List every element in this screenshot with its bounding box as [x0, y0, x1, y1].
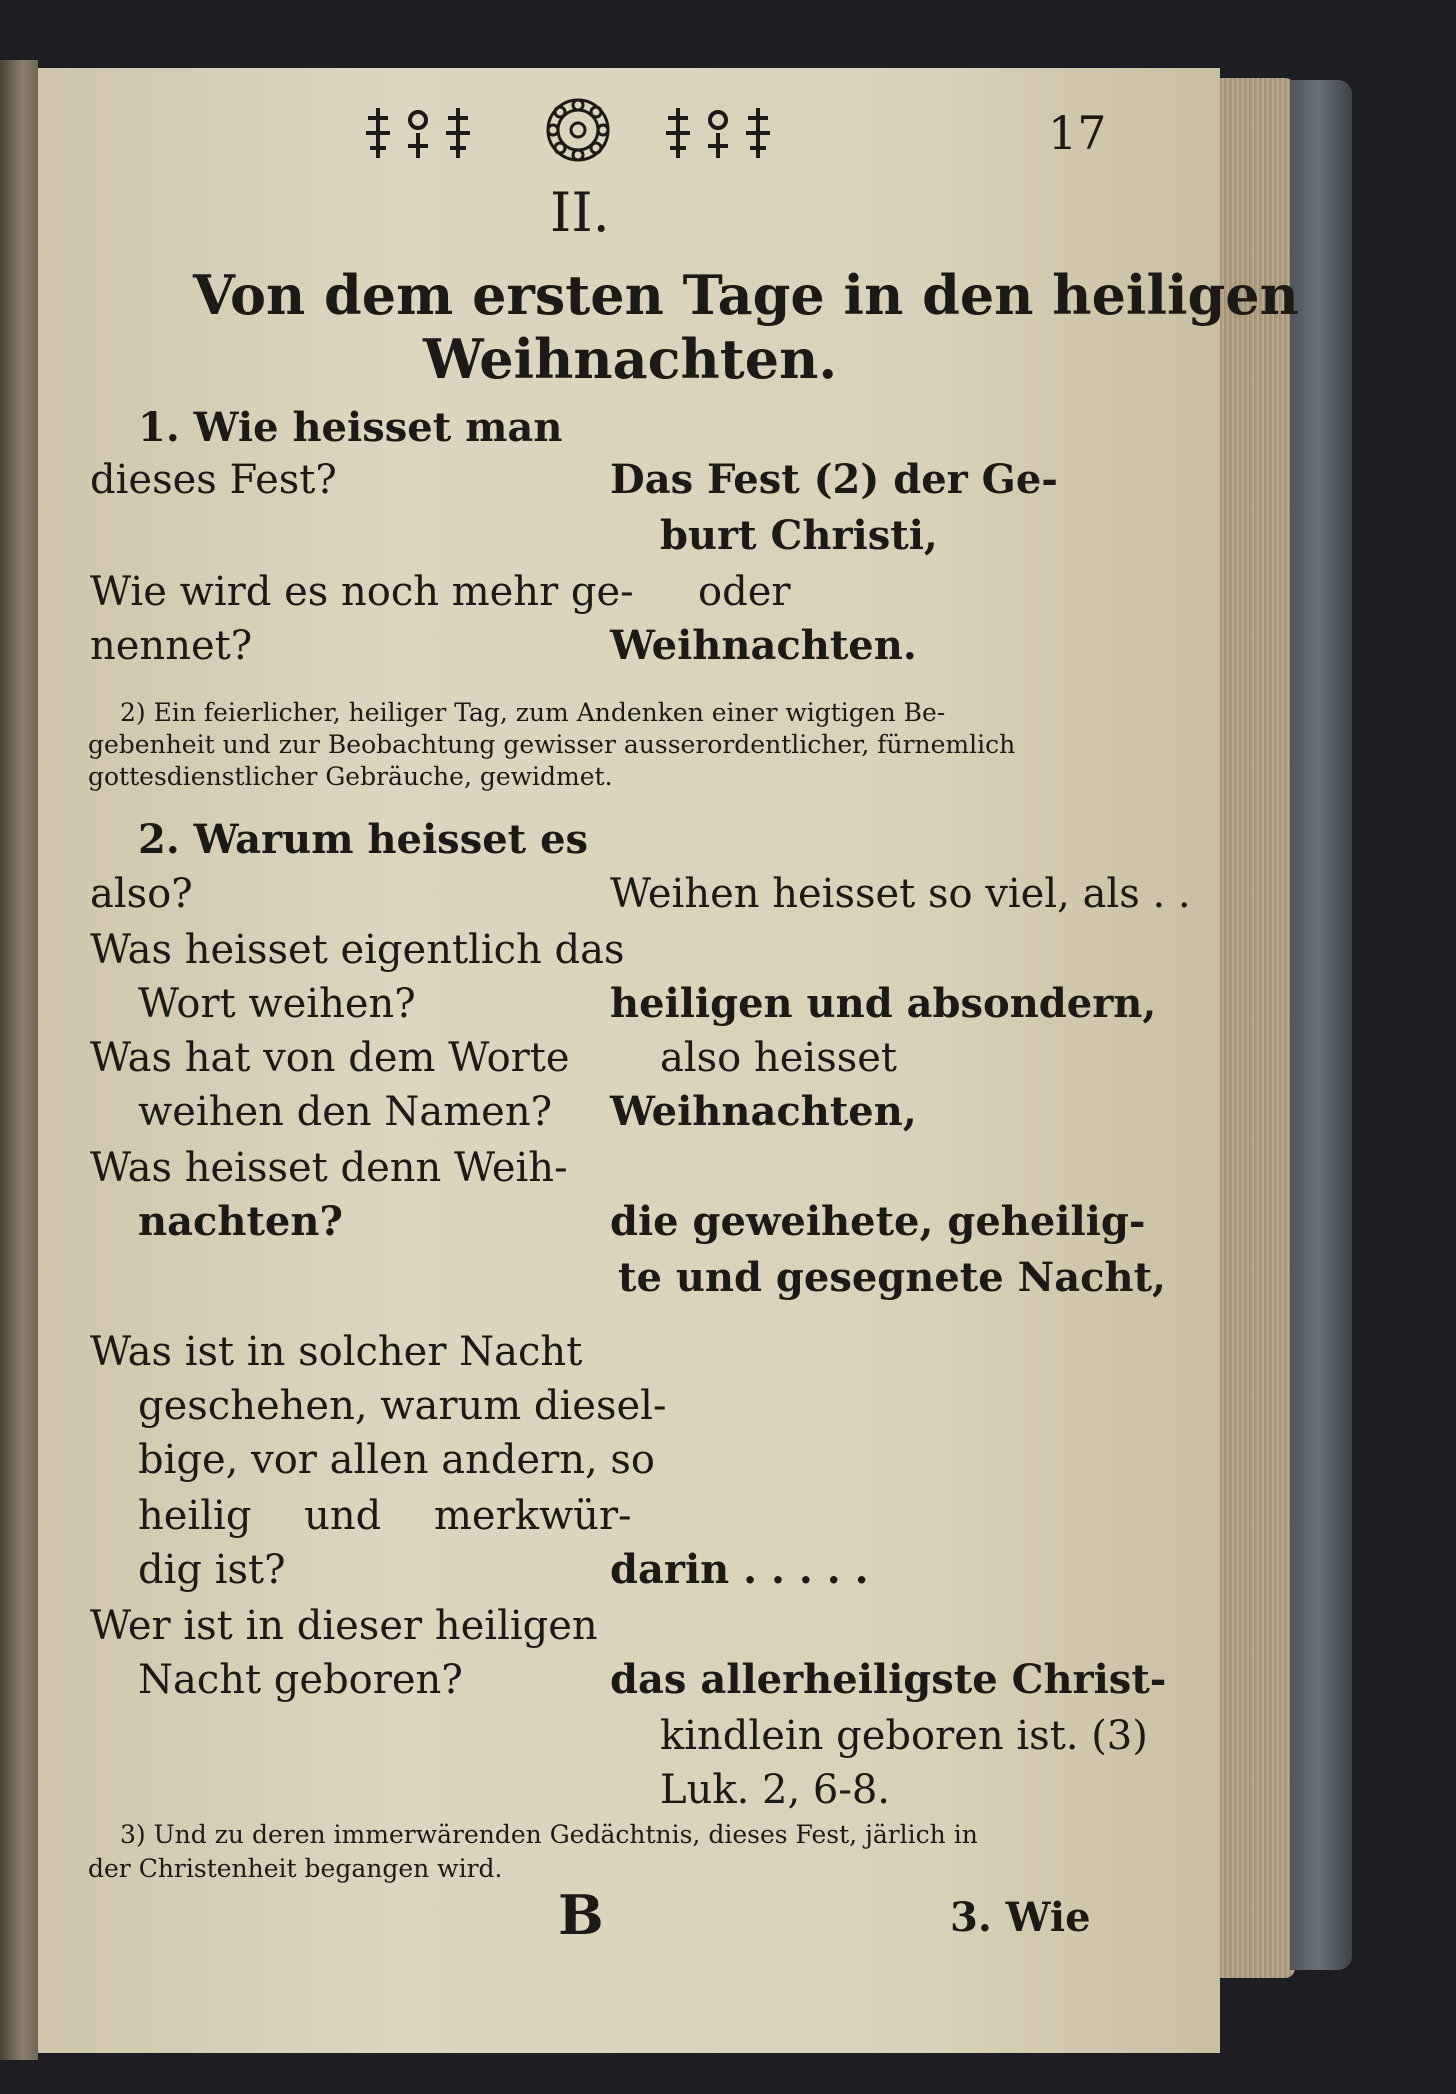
- answer-2e: darin . . . . .: [610, 1546, 869, 1593]
- answer-2d-line-1: die geweihete, geheilig-: [610, 1198, 1146, 1245]
- footnote-2-line-2: gebenheit und zur Beobachtung gewisser ausserordentlicher, fürnemlich: [88, 730, 1016, 759]
- answer-1-line-1: Das Fest (2) der Ge-: [610, 456, 1058, 503]
- answer-2: Weihen heisset so viel, als . .: [610, 871, 1191, 917]
- chapter-number: II.: [550, 181, 610, 244]
- left-page-edge: [0, 60, 38, 2060]
- question-2d-line-2: nachten?: [138, 1198, 343, 1245]
- answer-2c-line-1: also heisset: [660, 1035, 897, 1081]
- question-1-line-1: 1. Wie heisset man: [138, 404, 563, 451]
- question-2f-line-1: Wer ist in dieser heiligen: [90, 1603, 598, 1649]
- question-2e-line-4: heilig und merkwür-: [138, 1493, 632, 1539]
- answer-1-line-4: Weihnachten.: [610, 622, 917, 669]
- answer-2b: heiligen und absondern,: [610, 980, 1157, 1027]
- catchword: 3. Wie: [950, 1894, 1091, 1941]
- footnote-2-line-3: gottesdienstlicher Gebräuche, gewidmet.: [88, 762, 613, 791]
- footnote-3-line-1: 3) Und zu deren immerwärenden Gedächtnis, dieses Fest, järlich in: [120, 1820, 978, 1849]
- answer-1-line-3: oder: [698, 569, 791, 615]
- question-1-line-2: dieses Fest?: [90, 457, 337, 503]
- answer-2f-line-3: Luk. 2, 6-8.: [660, 1767, 890, 1813]
- signature-mark: B: [558, 1883, 604, 1947]
- book-cover-edge: [1290, 80, 1352, 1970]
- question-2e-line-3: bige, vor allen andern, so: [138, 1437, 656, 1483]
- chapter-heading-line-1: Von dem ersten Tage in den heiligen: [193, 263, 1299, 327]
- chapter-heading-line-2: Weihnachten.: [423, 327, 838, 391]
- question-2-line-2: also?: [90, 871, 193, 917]
- question-2b-line-2: Wort weihen?: [138, 981, 416, 1027]
- question-2f-line-2: Nacht geboren?: [138, 1657, 463, 1703]
- question-2c-line-1: Was hat von dem Worte: [90, 1035, 570, 1081]
- page-number: 17: [1048, 106, 1107, 160]
- question-2e-line-2: geschehen, warum diesel-: [138, 1383, 667, 1429]
- question-2e-line-1: Was ist in solcher Nacht: [90, 1329, 583, 1375]
- question-1b-line-2: nennet?: [90, 623, 253, 669]
- answer-2f-line-1: das allerheiligste Christ-: [610, 1656, 1167, 1703]
- rosette-ornament-icon: [538, 90, 618, 170]
- answer-1-line-2: burt Christi,: [660, 512, 938, 559]
- answer-2f-line-2: kindlein geboren ist. (3): [660, 1713, 1148, 1759]
- footnote-3-line-2: der Christenheit begangen wird.: [88, 1854, 503, 1883]
- question-2c-line-2: weihen den Namen?: [138, 1089, 553, 1135]
- question-2e-line-5: dig ist?: [138, 1547, 286, 1593]
- answer-2d-line-2: te und gesegnete Nacht,: [618, 1254, 1166, 1301]
- question-2b-line-1: Was heisset eigentlich das: [90, 927, 625, 973]
- footnote-2-line-1: 2) Ein feierlicher, heiliger Tag, zum Andenken einer wigtigen Be-: [120, 698, 946, 727]
- right-vine-ornament-icon: [658, 98, 778, 168]
- question-1b-line-1: Wie wird es noch mehr ge-: [90, 569, 634, 615]
- book-page: [38, 68, 1299, 2053]
- left-vine-ornament-icon: [358, 98, 478, 168]
- answer-2c-line-2: Weihnachten,: [610, 1088, 917, 1135]
- question-2d-line-1: Was heisset denn Weih-: [90, 1145, 568, 1191]
- question-2-line-1: 2. Warum heisset es: [138, 816, 589, 863]
